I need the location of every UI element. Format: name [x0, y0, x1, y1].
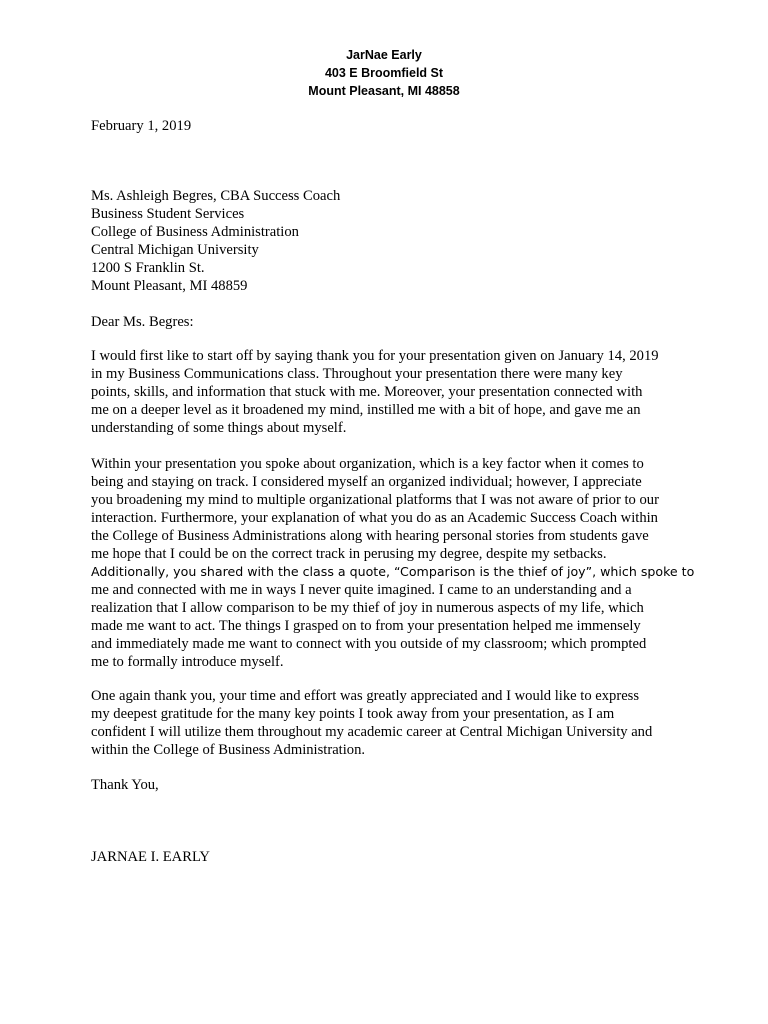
- paragraph-2-line: and immediately made me want to connect with you outside of my classroom; which prompted: [91, 636, 647, 652]
- paragraph-2-line: me to formally introduce myself.: [91, 654, 284, 670]
- paragraph-3-line: within the College of Business Administration.: [91, 742, 366, 758]
- recipient-line-department: Business Student Services: [91, 206, 245, 222]
- paragraph-1-line: in my Business Communications class. Throughout your presentation there were many key: [91, 366, 623, 382]
- closing: Thank You,: [91, 777, 159, 793]
- recipient-line-university: Central Michigan University: [91, 242, 259, 258]
- recipient-address-block: [91, 187, 711, 295]
- signature-name: JARNAE I. EARLY: [91, 849, 210, 865]
- paragraph-1: [91, 347, 711, 437]
- paragraph-3-line: One again thank you, your time and effort was greatly appreciated and I would like to express: [91, 688, 640, 704]
- recipient-line-name: Ms. Ashleigh Begres, CBA Success Coach: [91, 188, 341, 204]
- paragraph-2-quote-line: Additionally, you shared with the class a quote, “Comparison is the thief of joy”, which spoke to: [91, 564, 695, 579]
- paragraph-2: [91, 455, 711, 671]
- salutation: Dear Ms. Begres:: [91, 314, 194, 330]
- recipient-line-city: Mount Pleasant, MI 48859: [91, 278, 248, 294]
- recipient-line-college: College of Business Administration: [91, 224, 299, 240]
- paragraph-2-line: made me want to act. The things I grasped on to from your presentation helped me immensely: [91, 618, 641, 634]
- paragraph-2-line: Within your presentation you spoke about organization, which is a key factor when it comes to: [91, 456, 644, 472]
- paragraph-1-line: me on a deeper level as it broadened my mind, instilled me with a bit of hope, and gave me an: [91, 402, 641, 418]
- letter-date: February 1, 2019: [91, 118, 192, 134]
- paragraph-2-line: me and connected with me in ways I never quite imagined. I came to an understanding and a: [91, 582, 632, 598]
- sender-name: JarNae Early: [346, 48, 422, 62]
- paragraph-1-line: points, skills, and information that stuck with me. Moreover, your presentation connected with: [91, 384, 643, 400]
- paragraph-2-line: the College of Business Administrations along with hearing personal stories from students gave: [91, 528, 649, 544]
- paragraph-2-line: realization that I allow comparison to be my thief of joy in numerous aspects of my life, which: [91, 600, 644, 616]
- paragraph-3-line: confident I will utilize them throughout my academic career at Central Michigan University and: [91, 724, 653, 740]
- paragraph-3-line: my deepest gratitude for the many key points I took away from your presentation, as I am: [91, 706, 615, 722]
- paragraph-1-line: I would first like to start off by saying thank you for your presentation given on January 14, 2019: [91, 348, 659, 364]
- sender-address-block: [0, 46, 768, 100]
- sender-city: Mount Pleasant, MI 48858: [308, 84, 460, 98]
- sender-street: 403 E Broomfield St: [324, 66, 444, 80]
- paragraph-2-line: me hope that I could be on the correct track in perusing my degree, despite my setbacks.: [91, 546, 607, 562]
- paragraph-2-line: being and staying on track. I considered myself an organized individual; however, I appreciate: [91, 474, 642, 490]
- paragraph-2-line: interaction. Furthermore, your explanation of what you do as an Academic Success Coach within: [91, 510, 658, 526]
- recipient-line-street: 1200 S Franklin St.: [91, 260, 205, 276]
- paragraph-3: [91, 687, 711, 759]
- paragraph-1-line: understanding of some things about myself.: [91, 420, 347, 436]
- paragraph-2-line: you broadening my mind to multiple organizational platforms that I was not aware of prior to our: [91, 492, 659, 508]
